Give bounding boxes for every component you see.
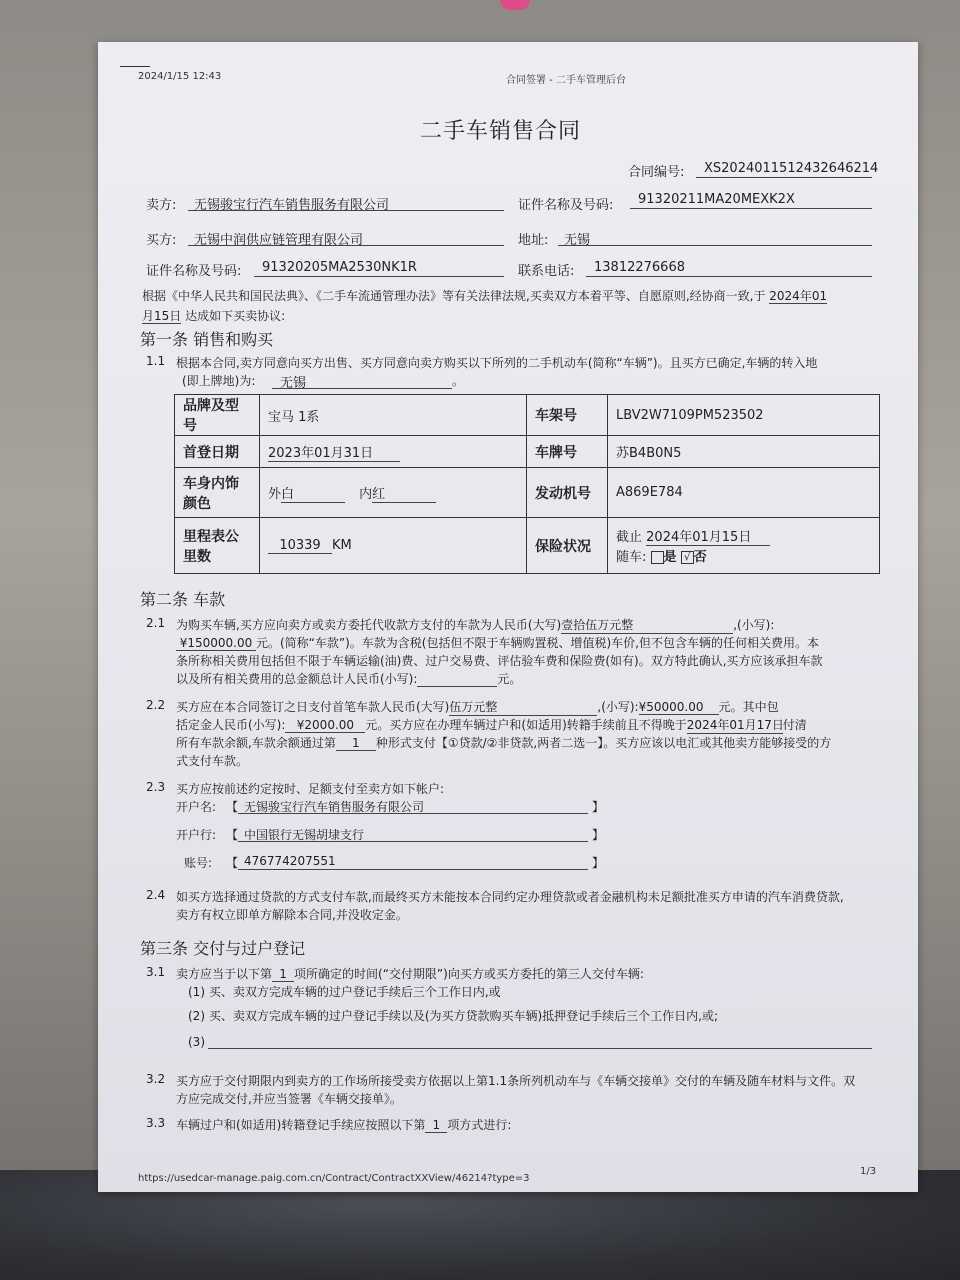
- account-name-label: 开户名:: [176, 800, 217, 814]
- clause-1-1-end: 。: [452, 374, 465, 388]
- reg-date-cell: [260, 436, 527, 468]
- clause-2-4-line1: 如买方选择通过贷款的方式支付车款,而最终买方未能按本合同约定办理贷款或者金融机构未足额批准买方申请的汽车消费贷款,: [176, 890, 844, 904]
- brand-label: 品牌及型号: [175, 395, 260, 436]
- clause-2-2-line4: 式支付车款。: [176, 754, 249, 768]
- seller-label: 卖方:: [146, 198, 177, 213]
- contract-paper: [98, 42, 918, 1192]
- interior-label: 内: [359, 486, 373, 502]
- clause-1-1-text-2: (即上牌地)为:: [182, 374, 256, 388]
- print-datetime: 2024/1/15 12:43: [138, 71, 222, 82]
- bracket-close-2: 】: [592, 828, 605, 842]
- address-label: 地址:: [518, 233, 549, 248]
- clause-2-2-number: 2.2: [146, 698, 166, 712]
- seller-name: 无锡骏宝行汽车销售服务有限公司: [194, 198, 390, 213]
- transfer-city: 无锡: [280, 376, 307, 391]
- delivery-option-2: (2) 买、卖双方完成车辆的过户登记手续以及(为买方贷款购买车辆)抵押登记手续后三个工作日内,或;: [188, 1009, 719, 1023]
- color-label: 车身内饰颜色: [175, 468, 260, 518]
- deposit: ¥2000.00: [285, 718, 365, 733]
- account-no-label: 账号:: [184, 856, 213, 870]
- account-no: 476774207551: [244, 854, 336, 868]
- clause-2-2-line2: 括定金人民币(小写): ¥2000.00 元。买方应在办理车辆过户和(如适用)转籍手续前且不得晚于2024年01月17日付清: [176, 718, 807, 732]
- clause-3-3-text: 车辆过户和(如适用)转籍登记手续应按照以下第 1 项方式进行:: [176, 1118, 512, 1132]
- intro-date-2: 月15日: [142, 309, 182, 323]
- intro-date: 2024年01: [769, 289, 828, 303]
- mileage-unit: KM: [332, 537, 352, 553]
- account-name: 无锡骏宝行汽车销售服务有限公司: [244, 800, 425, 814]
- address: 无锡: [564, 233, 591, 248]
- exterior-color: 白: [281, 483, 345, 503]
- checkbox-no[interactable]: √: [681, 551, 694, 564]
- background-object: [500, 0, 530, 10]
- delivery-option-1: (1) 买、卖双方完成车辆的过户登记手续后三个工作日内,或: [188, 985, 501, 999]
- bracket-open-3: 【: [226, 856, 239, 870]
- clause-3-2-line2: 方应完成交付,并应当签署《车辆交接单》。: [176, 1092, 402, 1106]
- payment-method: 1: [336, 736, 376, 751]
- engine-value: A869E784: [608, 468, 880, 518]
- mileage-value: 10339: [268, 538, 332, 554]
- clause-2-1-line4: 以及所有相关费用的总金额总计人民币(小写): 元。: [176, 672, 522, 686]
- insurance-follow-label: 随车:: [616, 550, 647, 565]
- intro-text: 根据《中华人民共和国民法典》、《二手车流通管理办法》等有关法律法规,买卖双方本着平等、自愿原则,经协商一致,于 2024年01: [142, 289, 828, 303]
- intro-text-2: 月15日 达成如下买卖协议:: [142, 309, 286, 323]
- print-url: https://usedcar-manage.paig.com.cn/Contract/ContractXXView/46214?type=3: [138, 1173, 530, 1184]
- clause-2-2-line1: 买方应在本合同签订之日支付首笔车款人民币(大写)伍万元整 ,(小写):¥50000.00 元。其中包: [176, 700, 779, 714]
- phone-label: 联系电话:: [518, 264, 575, 279]
- clause-2-1-line2: ¥150000.00 元。(简称“车款”)。车款为含税(包括但不限于车辆购置税、增值税)车价,但不包含车辆的任何相关费用。本: [176, 634, 819, 651]
- insurance-label: 保险状况: [527, 518, 608, 574]
- contract-no-label: 合同编号:: [628, 165, 685, 180]
- seller-id: 91320211MA20MEXK2X: [638, 192, 795, 207]
- checkbox-yes[interactable]: [651, 551, 664, 564]
- clause-2-4-number: 2.4: [146, 888, 166, 902]
- clause-2-3-number: 2.3: [146, 780, 166, 794]
- article-1-heading: 第一条 销售和购买: [140, 330, 274, 349]
- plate-label: 车牌号: [527, 436, 608, 468]
- clause-3-2-line1: 买方应于交付期限内到卖方的工作场所接受卖方依据以上第1.1条所列机动车与《车辆交接单》交付的车辆及随车材料与文件。双: [176, 1074, 856, 1088]
- buyer-id: 91320205MA2530NK1R: [262, 260, 417, 275]
- clause-1-1-text: 根据本合同,卖方同意向买方出售、买方同意向卖方购买以下所列的二手机动车(简称“车辆”)。且买方已确定,车辆的转入地: [176, 356, 818, 370]
- brand-value: 宝马 1系: [260, 395, 527, 436]
- buyer-id-label: 证件名称及号码:: [146, 264, 242, 279]
- total-price-cn: 壹拾伍万元整: [561, 616, 733, 634]
- insurance-no: 否: [693, 550, 707, 565]
- phone: 13812276668: [594, 260, 685, 275]
- account-bank-label: 开户行:: [176, 828, 217, 842]
- bracket-close-3: 】: [592, 856, 605, 870]
- vin-label: 车架号: [527, 395, 608, 436]
- delivery-option: 1: [272, 967, 294, 982]
- clause-2-1-line3: 条所称相关费用包括但不限于车辆运输(油)费、过户交易费、评估验车费和保险费(如有)。双方特此确认,买方应该承担车款: [176, 654, 823, 668]
- header-mark: [120, 66, 150, 67]
- print-page-title: 合同签署 - 二手车管理后台: [506, 75, 626, 86]
- total-price: ¥150000.00: [176, 636, 256, 651]
- transfer-option: 1: [425, 1118, 447, 1133]
- buyer-name: 无锡中润供应链管理有限公司: [194, 233, 364, 248]
- clause-3-1-text: 卖方应当于以下第 1 项所确定的时间(“交付期限”)向买方或买方委托的第三人交付车辆:: [176, 967, 644, 981]
- interior-color: 红: [372, 483, 436, 503]
- insurance-until: 2024年01月15日: [646, 526, 770, 546]
- bracket-open-2: 【: [226, 828, 239, 842]
- contract-title: 二手车销售合同: [420, 119, 582, 144]
- article-2-heading: 第二条 车款: [140, 590, 226, 609]
- account-bank: 中国银行无锡胡埭支行: [244, 828, 365, 842]
- clause-2-2-line3: 所有车款余额,车款余额通过第 1 种形式支付【①贷款/②非贷款,两者二选一】。买方应该以电汇或其他卖方能够接受的方: [176, 736, 832, 750]
- mileage-label: 里程表公里数: [175, 518, 260, 574]
- color-cell: [260, 468, 527, 518]
- vin-value: LBV2W7109PM523502: [608, 395, 880, 436]
- delivery-option-3: (3): [188, 1035, 205, 1049]
- clause-1-1-number: 1.1: [146, 354, 166, 368]
- contract-no: XS2024011512432646214: [704, 161, 879, 176]
- balance-due-date: 2024年01月17日: [686, 718, 784, 732]
- clause-3-2-number: 3.2: [146, 1072, 166, 1086]
- insurance-cell: [608, 518, 880, 574]
- bracket-close-1: 】: [592, 800, 605, 814]
- buyer-label: 买方:: [146, 233, 177, 248]
- clause-2-4-line2: 卖方有权立即单方解除本合同,并没收定金。: [176, 908, 408, 922]
- engine-label: 发动机号: [527, 468, 608, 518]
- clause-2-1-number: 2.1: [146, 616, 166, 630]
- insurance-until-label: 截止: [616, 530, 643, 545]
- vehicle-table: [174, 394, 880, 574]
- plate-value: 苏B4B0N5: [608, 436, 880, 468]
- article-3-heading: 第三条 交付与过户登记: [140, 939, 306, 958]
- insurance-yes: 是: [663, 550, 677, 565]
- seller-id-label: 证件名称及号码:: [518, 198, 614, 213]
- exterior-label: 外: [268, 486, 282, 502]
- page-number: 1/3: [860, 1166, 877, 1177]
- first-payment: ¥50000.00: [639, 700, 719, 715]
- reg-date-label: 首登日期: [175, 436, 260, 468]
- bracket-open-1: 【: [226, 800, 239, 814]
- clause-3-1-number: 3.1: [146, 965, 166, 979]
- mileage-cell: [260, 518, 527, 574]
- clause-2-3-text: 买方应按前述约定按时、足额支付至卖方如下帐户:: [176, 782, 445, 796]
- clause-2-1-line1: 为购买车辆,买方应向卖方或卖方委托代收款方支付的车款为人民币(大写)壹拾伍万元整 ,(小写):: [176, 618, 775, 632]
- reg-date: 2023年01月31日: [268, 442, 400, 462]
- clause-3-3-number: 3.3: [146, 1116, 166, 1130]
- first-payment-cn: 伍万元整: [449, 698, 597, 716]
